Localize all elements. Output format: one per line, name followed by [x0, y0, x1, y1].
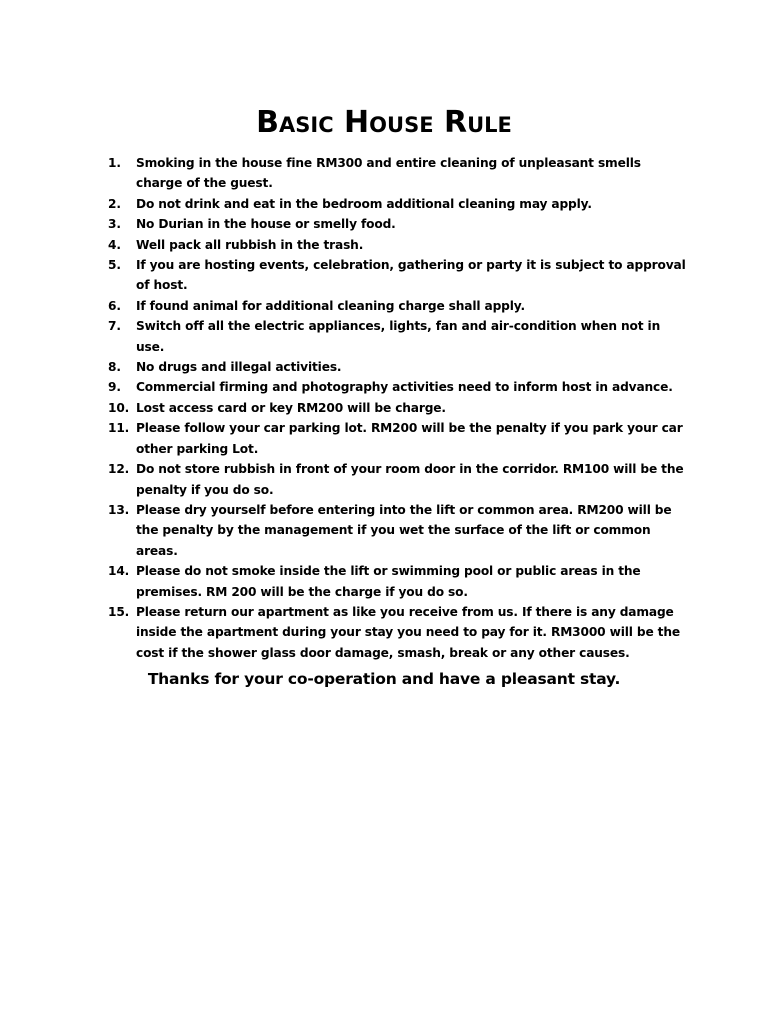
rule-text: Do not drink and eat in the bedroom additional cleaning may apply. — [136, 196, 592, 211]
rule-text: Lost access card or key RM200 will be charge. — [136, 400, 446, 415]
rule-item — [108, 153, 688, 194]
rule-item — [108, 561, 688, 602]
rules-list — [108, 153, 688, 663]
rule-number: 13. — [108, 502, 130, 517]
rule-text: If found animal for additional cleaning charge shall apply. — [136, 298, 525, 313]
rule-number: 4. — [108, 237, 121, 252]
rule-item — [108, 194, 688, 214]
rule-item — [108, 235, 688, 255]
rule-number: 9. — [108, 380, 121, 395]
rule-text: Commercial firming and photography activities need to inform host in advance. — [136, 380, 673, 395]
rule-text: Smoking in the house fine RM300 and entire cleaning of unpleasant smells charge of the guest. — [136, 156, 641, 191]
rule-item — [108, 255, 688, 296]
rule-number: 12. — [108, 462, 130, 477]
rule-text: Well pack all rubbish in the trash. — [136, 237, 364, 252]
rule-number: 7. — [108, 319, 121, 334]
rule-text: If you are hosting events, celebration, gathering or party it is subject to approval of host. — [136, 258, 686, 293]
rule-text: No drugs and illegal activities. — [136, 360, 342, 375]
rule-text: No Durian in the house or smelly food. — [136, 217, 396, 232]
rule-number: 14. — [108, 564, 130, 579]
rule-number: 11. — [108, 421, 130, 436]
rule-number: 1. — [108, 156, 121, 170]
rule-number: 5. — [108, 258, 121, 273]
rule-item — [108, 398, 688, 418]
rule-item — [108, 316, 688, 357]
rule-text: Do not store rubbish in front of your room door in the corridor. RM100 will be the penalty if you do so. — [136, 462, 684, 497]
rule-item — [108, 500, 688, 561]
page-title: Basic House Rule — [256, 105, 512, 140]
rule-item — [108, 602, 688, 663]
rule-item — [108, 296, 688, 316]
rule-number: 6. — [108, 298, 121, 313]
rule-item — [108, 377, 688, 397]
rule-item — [108, 459, 688, 500]
rule-item — [108, 357, 688, 377]
rule-text: Please do not smoke inside the lift or swimming pool or public areas in the premises. RM 200 will be the charge if you do so. — [136, 564, 641, 599]
rule-number: 8. — [108, 360, 121, 375]
rule-text: Please follow your car parking lot. RM200 will be the penalty if you park your car other parking Lot. — [136, 421, 683, 456]
rule-item — [108, 418, 688, 459]
rule-number: 2. — [108, 196, 121, 211]
rule-text: Please dry yourself before entering into the lift or common area. RM200 will be the penalty by the management if you wet the surface of the lift or common areas. — [136, 502, 672, 558]
rule-item — [108, 214, 688, 234]
rule-number: 3. — [108, 217, 121, 232]
rule-text: Switch off all the electric appliances, lights, fan and air-condition when not in use. — [136, 319, 661, 354]
rule-number: 15. — [108, 604, 130, 619]
closing-message: Thanks for your co-operation and have a pleasant stay. — [147, 670, 621, 688]
rule-number: 10. — [108, 400, 130, 415]
rule-text: Please return our apartment as like you receive from us. If there is any damage inside the apartment during your stay you need to pay for it. RM3000 will be the cost if the shower glass door damage, smash, break or any other causes. — [136, 604, 680, 660]
